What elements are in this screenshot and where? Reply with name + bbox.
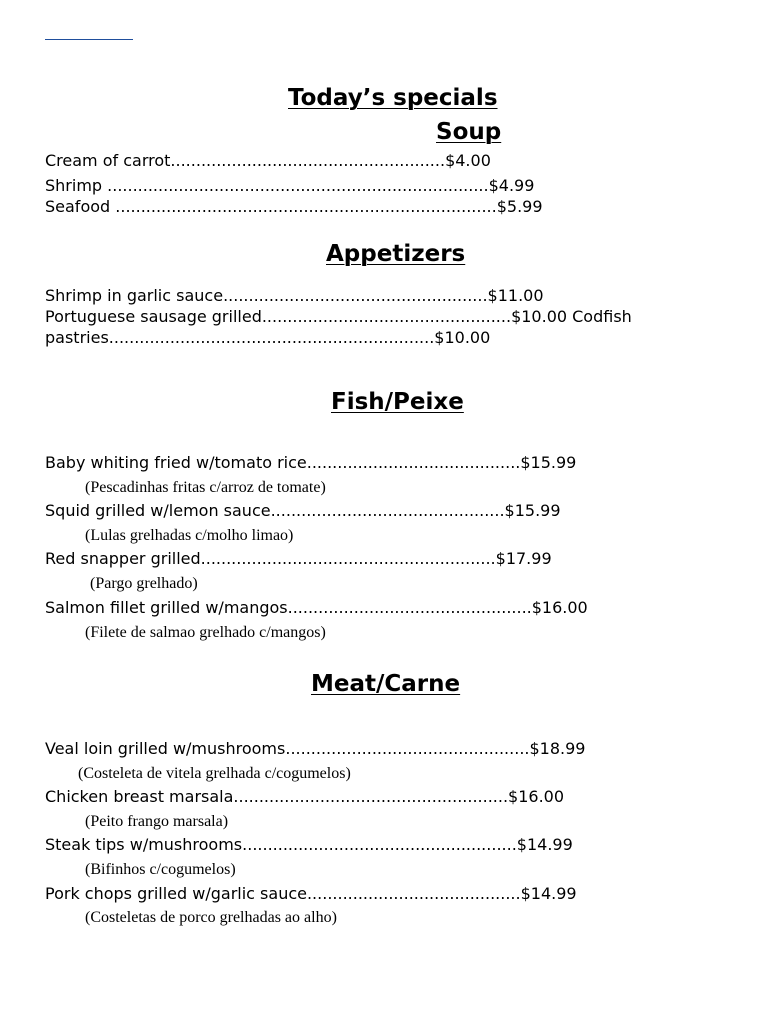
- leader-dots: ................................................: [285, 739, 530, 758]
- item-price: $10.00: [434, 328, 491, 347]
- item-name: Salmon fillet grilled w/mangos: [45, 598, 288, 617]
- section-heading-meat: Meat/Carne: [311, 671, 461, 697]
- leader-dots: ....................................................: [223, 286, 488, 305]
- leader-dots: ..........................................: [306, 884, 521, 903]
- item-translation: (Pargo grelhado): [90, 575, 198, 592]
- item-price: $18.99: [529, 739, 586, 758]
- item-name: Seafood: [45, 197, 116, 216]
- item-price: $15.99: [520, 453, 577, 472]
- item-translation: (Pescadinhas fritas c/arroz de tomate): [85, 479, 326, 496]
- item-name: pastries: [45, 328, 109, 347]
- menu-item: [45, 176, 534, 196]
- item-name: Cream of carrot: [45, 151, 171, 170]
- item-price: $16.00: [531, 598, 588, 617]
- item-price: $14.99: [520, 884, 577, 903]
- leader-dots: ..............................................: [270, 501, 505, 520]
- item-price: $11.00: [487, 286, 544, 305]
- item-name: Baby whiting fried w/tomato rice: [45, 453, 307, 472]
- item-price: $4.00: [445, 151, 491, 170]
- item-name: Red snapper grilled: [45, 549, 201, 568]
- menu-item: [45, 598, 588, 618]
- section-heading-soup: Soup: [436, 119, 502, 145]
- item-name: Veal loin grilled w/mushrooms: [45, 739, 286, 758]
- item-price: $15.99: [504, 501, 561, 520]
- item-name: Pork chops grilled w/garlic sauce: [45, 884, 307, 903]
- leader-dots: ......................................................: [233, 787, 509, 806]
- leader-dots: ......................................................: [170, 151, 446, 170]
- menu-item: [45, 453, 576, 473]
- menu-item: [45, 884, 577, 904]
- item-translation: (Lulas grelhadas c/molho limao): [85, 527, 294, 544]
- item-name: Steak tips w/mushrooms: [45, 835, 243, 854]
- section-heading-fish: Fish/Peixe: [331, 389, 464, 415]
- item-translation: (Costeleta de vitela grelhada c/cogumelos): [78, 765, 351, 782]
- leader-dots: ..........................................................: [200, 549, 496, 568]
- top-rule: [45, 39, 133, 40]
- item-price: $16.00: [508, 787, 565, 806]
- leader-dots: .................................................: [261, 307, 512, 326]
- section-heading-appetizers: Appetizers: [326, 241, 466, 267]
- item-price: $4.99: [488, 176, 535, 195]
- item-name: Squid grilled w/lemon sauce: [45, 501, 271, 520]
- menu-item: [45, 739, 585, 759]
- leader-dots: ................................................................: [108, 328, 435, 347]
- item-price: $14.99: [516, 835, 573, 854]
- item-price: $10.00: [511, 307, 568, 326]
- menu-item: [45, 151, 491, 171]
- item-name: Shrimp in garlic sauce: [45, 286, 224, 305]
- leader-dots: ...........................................................................: [107, 176, 489, 195]
- item-name-continued: Codfish: [567, 307, 632, 326]
- item-name: Portuguese sausage grilled: [45, 307, 262, 326]
- menu-item: [45, 835, 573, 855]
- item-translation: (Costeletas de porco grelhadas ao alho): [85, 909, 337, 926]
- leader-dots: ..........................................: [306, 453, 521, 472]
- item-name: Shrimp: [45, 176, 108, 195]
- page-title: Today’s specials: [288, 85, 498, 111]
- item-price: $5.99: [496, 197, 543, 216]
- item-translation: (Bifinhos c/cogumelos): [85, 861, 236, 878]
- item-translation: (Peito frango marsala): [85, 813, 229, 830]
- leader-dots: ...........................................................................: [115, 197, 497, 216]
- item-price: $17.99: [495, 549, 552, 568]
- menu-item: [45, 787, 564, 807]
- menu-item: [45, 197, 543, 217]
- item-translation: (Filete de salmao grelhado c/mangos): [85, 624, 326, 641]
- item-name: Chicken breast marsala: [45, 787, 234, 806]
- leader-dots: ......................................................: [242, 835, 517, 854]
- menu-item: [45, 501, 561, 521]
- leader-dots: ................................................: [287, 598, 532, 617]
- menu-item: [45, 328, 490, 348]
- menu-item: [45, 549, 552, 569]
- menu-item: [45, 286, 544, 306]
- menu-item: [45, 307, 632, 327]
